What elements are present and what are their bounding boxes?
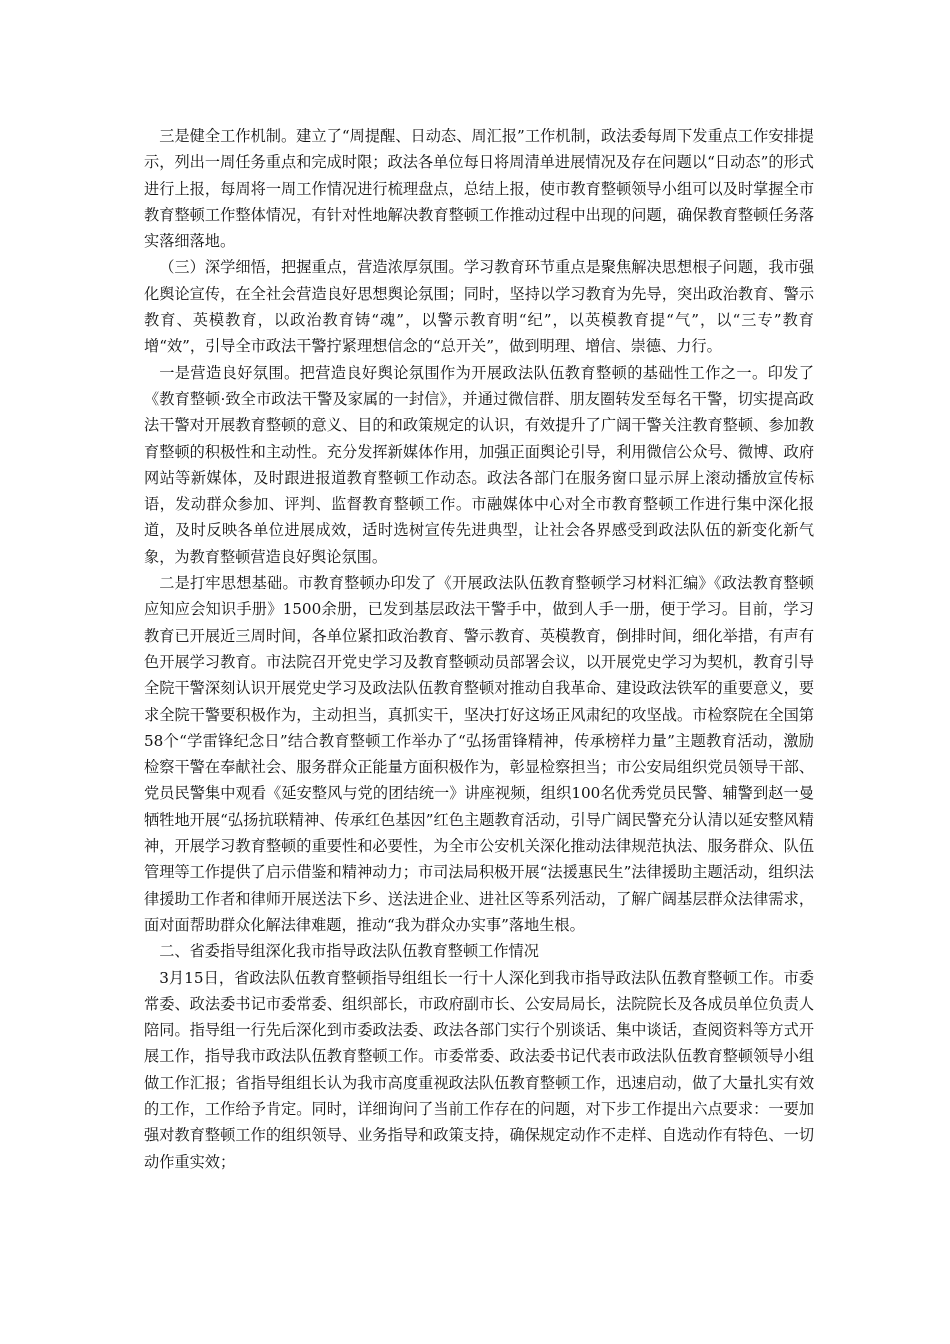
document-page: [144, 123, 814, 1175]
paragraph-work-mechanism: 三是健全工作机制。建立了“周提醒、日动态、周汇报”工作机制，政法委每周下发重点工作安排提示，列出一周任务重点和完成时限；政法各单位每日将周清单进展情况及存在问题以“日动态”的形式进行上报，每周将一周工作情况进行梳理盘点，总结上报，使市教育整顿领导小组可以及时掌握全市教育整顿工作整体情况，有针对性地解决教育整顿工作推动过程中出现的问题，确保教育整顿任务落实落细落地。: [144, 127, 814, 251]
paragraph-ideological-foundation: 二是打牢思想基础。市教育整顿办印发了《开展政法队伍教育整顿学习材料汇编》《政法教育整顿应知应会知识手册》1500余册，已发到基层政法干警手中，做到人手一册，便于学习。目前，学习教育已开展近三周时间，各单位紧扣政治教育、警示教育、英模教育，倒排时间，细化举措，有声有色开展学习教育。市法院召开党史学习及教育整顿动员部署会议，以开展党史学习为契机，教育引导全院干警深刻认识开展党史学习及政法队伍教育整顿对推动自我革命、建设政法铁军的重要意义，要求全院干警要积极作为，主动担当，真抓实干，坚决打好这场正风肃纪的攻坚战。市检察院在全国第58个“学雷锋纪念日”结合教育整顿工作举办了“弘扬雷锋精神，传承榜样力量”主题教育活动，激励检察干警在奉献社会、服务群众正能量方面积极作为，彰显检察担当；市公安局组织党员领导干部、党员民警集中观看《延安整风与党的团结统一》讲座视频，组织100名优秀党员民警、辅警到赵一曼牺牲地开展“弘扬抗联精神、传承红色基因”红色主题教育活动，引导广阔民警充分认清以延安整风精神，开展学习教育整顿的重要性和必要性，为全市公安机关深化推动法律规范执法、服务群众、队伍管理等工作提供了启示借鉴和精神动力；市司法局积极开展“法援惠民生”法律援助主题活动，组织法律援助工作者和律师开展送法下乡、送法进企业、进社区等系列活动，了解广阔基层群众法律需求，面对面帮助群众化解法律难题，推动“我为群众办实事”落地生根。: [144, 574, 814, 934]
paragraph-guidance-visit: 3月15日，省政法队伍教育整顿指导组组长一行十人深化到我市指导政法队伍教育整顿工作。市委常委、政法委书记市委常委、组织部长，市政府副市长、公安局局长，法院院长及各成员单位负责人陪同。指导组一行先后深化到市委政法委、政法各部门实行个别谈话、集中谈话，查阅资料等方式开展工作，指导我市政法队伍教育整顿工作。市委常委、政法委书记代表市政法队伍教育整顿领导小组做工作汇报；省指导组组长认为我市高度重视政法队伍教育整顿工作，迅速启动，做了大量扎实有效的工作，工作给予肯定。同时，详细询问了当前工作存在的问题，对下步工作提出六点要求：一要加强对教育整顿工作的组织领导、业务指导和政策支持，确保规定动作不走样、自选动作有特色、一切动作重实效；: [144, 968, 814, 1171]
paragraph-good-atmosphere: 一是营造良好氛围。把营造良好舆论氛围作为开展政法队伍教育整顿的基础性工作之一。印发了《教育整顿·致全市政法干警及家属的一封信》，并通过微信群、朋友圈转发至每名干警，切实提高政法干警对开展教育整顿的意义、目的和政策规定的认识，有效提升了广阔干警关注教育整顿、参加教育整顿的积极性和主动性。充分发挥新媒体作用，加强正面舆论引导，利用微信公众号、微博、政府网站等新媒体，及时跟进报道教育整顿工作动态。政法各部门在服务窗口显示屏上滚动播放宣传标语，发动群众参加、评判、监督教育整顿工作。市融媒体中心对全市教育整顿工作进行集中深化报道，及时反映各单位进展成效，适时选树宣传先进典型，让社会各界感受到政法队伍的新变化新气象，为教育整顿营造良好舆论氛围。: [144, 363, 814, 566]
paragraph-study-atmosphere: （三）深学细悟，把握重点，营造浓厚氛围。学习教育环节重点是聚焦解决思想根子问题，我市强化舆论宣传，在全社会营造良好思想舆论氛围；同时，坚持以学习教育为先导，突出政治教育、警示教育、英模教育，以政治教育铸“魂”，以警示教育明“纪”，以英模教育提“气”，以“三专”教育增“效”，引导全市政法干警拧紧理想信念的“总开关”，做到明理、增信、崇德、力行。: [144, 258, 814, 356]
section-heading-guidance-group: 二、省委指导组深化我市指导政法队伍教育整顿工作情况: [159, 942, 539, 961]
